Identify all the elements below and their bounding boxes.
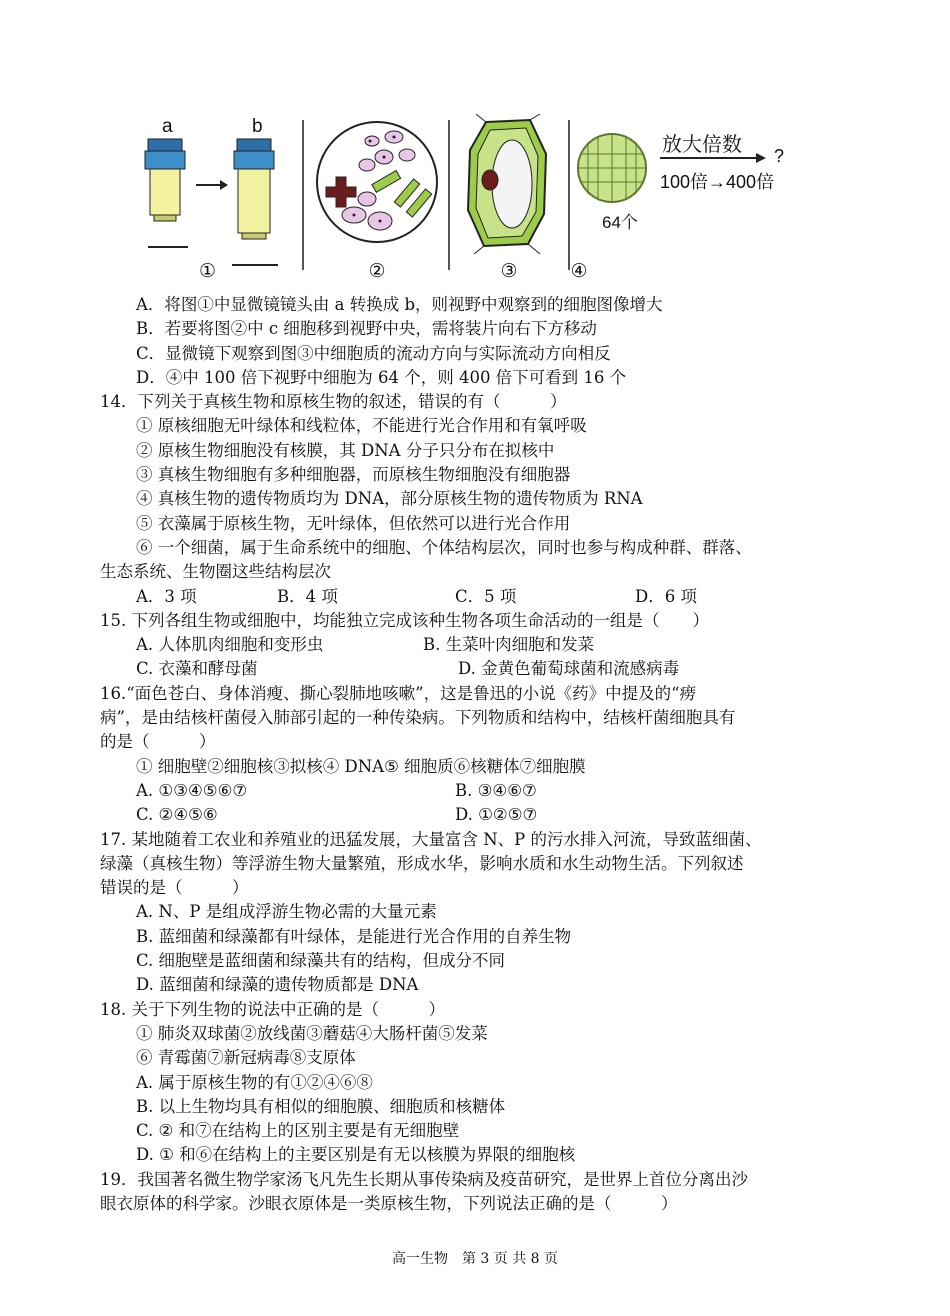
- q14-option-c: C．5 项: [455, 586, 517, 606]
- q18-option-c: C. ② 和⑦在结构上的区别主要是有无细胞壁: [136, 1121, 460, 1141]
- q14-options: [100, 585, 840, 609]
- q13-option-c: C．显微镜下观察到图③中细胞质的流动方向与实际流动方向相反: [136, 343, 611, 363]
- q14-item-6: ⑥ 一个细菌，属于生命系统中的细胞、个体结构层次，同时也参与构成种群、群落、: [136, 537, 752, 557]
- q18-items-1: ① 肺炎双球菌②放线菌③蘑菇④大肠杆菌⑤发菜: [136, 1023, 488, 1043]
- q16-options-row-2: [100, 803, 840, 827]
- q14-stem: 14．下列关于真核生物和原核生物的叙述，错误的有（ ）: [100, 392, 567, 412]
- q18-option-d: D. ① 和⑥在结构上的主要区别是有无以核膜为界限的细胞核: [136, 1145, 576, 1165]
- figure-panel-3: [454, 112, 564, 282]
- q16-stem-2: 病”，是由结核杆菌侵入肺部引起的一种传染病。下列物质和结构中，结核杆菌细胞具有: [100, 708, 736, 728]
- zoom-arrow: [660, 152, 770, 164]
- q16-option-c: C. ②④⑤⑥: [136, 805, 218, 825]
- q14-option-a: A．3 项: [136, 586, 197, 606]
- q13-option-d: D．④中 100 倍下视野中细胞为 64 个，则 400 倍下可看到 16 个: [136, 367, 627, 387]
- microscope-field-illustration: [312, 117, 442, 257]
- plant-cell-illustration: [458, 114, 558, 254]
- q15-options-row-1: [100, 633, 840, 657]
- cell-cluster-illustration: [574, 132, 654, 212]
- q14-option-b: B．4 项: [277, 586, 338, 606]
- cell-count-label: 64个: [602, 213, 638, 232]
- q17-option-a: A. N、P 是组成浮游生物必需的大量元素: [136, 902, 437, 922]
- panel-label-4: ④: [570, 260, 588, 282]
- q17-stem-1: 17. 某地随着工农业和养殖业的迅猛发展，大量富含 N、P 的污水排入河流，导致蓝细菌、: [100, 829, 762, 849]
- figure-panel-2: [312, 112, 442, 282]
- q14-item-2: ② 原核生物细胞没有核膜，其 DNA 分子只分布在拟核中: [136, 440, 555, 460]
- q16-stem-1: 16.“面色苍白、身体消瘦、撕心裂肺地咳嗽”，这是鲁迅的小说《药》中提及的“痨: [100, 683, 697, 703]
- q19-stem-1: 19．我国著名微生物学家汤飞凡先生长期从事传染病及疫苗研究，是世界上首位分离出沙: [100, 1169, 748, 1189]
- q16-option-d: D. ①②⑤⑦: [455, 805, 538, 825]
- q17-stem-2: 绿藻（真核生物）等浮游生物大量繁殖，形成水华，影响水质和水生动物生活。下列叙述: [100, 853, 744, 873]
- q15-stem: 15. 下列各组生物或细胞中，均能独立完成该种生物各项生命活动的一组是（ ）: [100, 610, 709, 630]
- q15-option-b: B. 生菜叶肉细胞和发菜: [423, 635, 595, 655]
- q15-option-d: D. 金黄色葡萄球菌和流感病毒: [458, 659, 680, 679]
- figure-panel-4: [570, 112, 824, 282]
- q16-option-b: B. ③④⑥⑦: [455, 780, 537, 800]
- q17-stem-3: 错误的是（ ）: [100, 878, 249, 898]
- q17-option-d: D. 蓝细菌和绿藻的遗传物质都是 DNA: [136, 975, 419, 995]
- q18-stem: 18. 关于下列生物的说法中正确的是（ ）: [100, 999, 445, 1019]
- divider: [302, 120, 304, 270]
- q19-stem-2: 眼衣原体的科学家。沙眼衣原体是一类原核生物，下列说法正确的是（ ）: [100, 1193, 678, 1213]
- label-b: b: [252, 116, 263, 137]
- q16-option-a: A. ①③④⑤⑥⑦: [136, 780, 248, 800]
- q14-item-6-cont: 生态系统、生物圈这些结构层次: [100, 562, 331, 582]
- q16-items: ① 细胞壁②细胞核③拟核④ DNA⑤ 细胞质⑥核糖体⑦细胞膜: [136, 756, 586, 776]
- question-text: [100, 293, 840, 1216]
- panel-label-3: ③: [500, 260, 518, 282]
- q14-item-1: ① 原核细胞无叶绿体和线粒体，不能进行光合作用和有氧呼吸: [136, 416, 587, 436]
- q15-option-c: C. 衣藻和酵母菌: [136, 659, 258, 679]
- q15-options-row-2: [100, 657, 840, 681]
- q16-options-row-1: [100, 779, 840, 803]
- q13-option-b: B．若要将图②中 c 细胞移到视野中央，需将装片向右下方移动: [136, 319, 597, 339]
- q14-option-d: D．6 项: [635, 586, 697, 606]
- label-a: a: [162, 116, 173, 137]
- page-footer: 高一生物 第 3 页 共 8 页: [391, 1251, 559, 1267]
- zoom-range: 100倍→400倍: [660, 172, 775, 192]
- q18-items-2: ⑥ 青霉菌⑦新冠病毒⑧支原体: [136, 1048, 356, 1068]
- figure-panel-1: [140, 112, 295, 282]
- figure-row: [140, 112, 820, 282]
- q14-item-4: ④ 真核生物的遗传物质均为 DNA，部分原核生物的遗传物质为 RNA: [136, 489, 643, 509]
- q14-item-3: ③ 真核生物细胞有多种细胞器，而原核生物细胞没有细胞器: [136, 465, 571, 485]
- q17-option-b: B. 蓝细菌和绿藻都有叶绿体，是能进行光合作用的自养生物: [136, 926, 572, 946]
- q18-option-a: A. 属于原核生物的有①②④⑥⑧: [136, 1072, 373, 1092]
- question-mark: ?: [774, 146, 785, 166]
- zoom-title: 放大倍数: [662, 134, 742, 156]
- divider: [568, 120, 570, 270]
- panel-label-1: ①: [198, 260, 217, 282]
- panel-label-2: ②: [368, 260, 386, 282]
- q14-item-5: ⑤ 衣藻属于原核生物，无叶绿体，但依然可以进行光合作用: [136, 513, 571, 533]
- q13-option-a: A．将图①中显微镜镜头由 a 转换成 b，则视野中观察到的细胞图像增大: [136, 295, 663, 314]
- q17-option-c: C. 细胞壁是蓝细菌和绿藻共有的结构，但成分不同: [136, 951, 506, 971]
- divider: [448, 120, 450, 270]
- q18-option-b: B. 以上生物均具有相似的细胞膜、细胞质和核糖体: [136, 1096, 506, 1116]
- objective-lens-illustration: [140, 137, 295, 277]
- q15-option-a: A. 人体肌肉细胞和变形虫: [136, 635, 324, 655]
- q16-stem-3: 的是（ ）: [100, 732, 216, 752]
